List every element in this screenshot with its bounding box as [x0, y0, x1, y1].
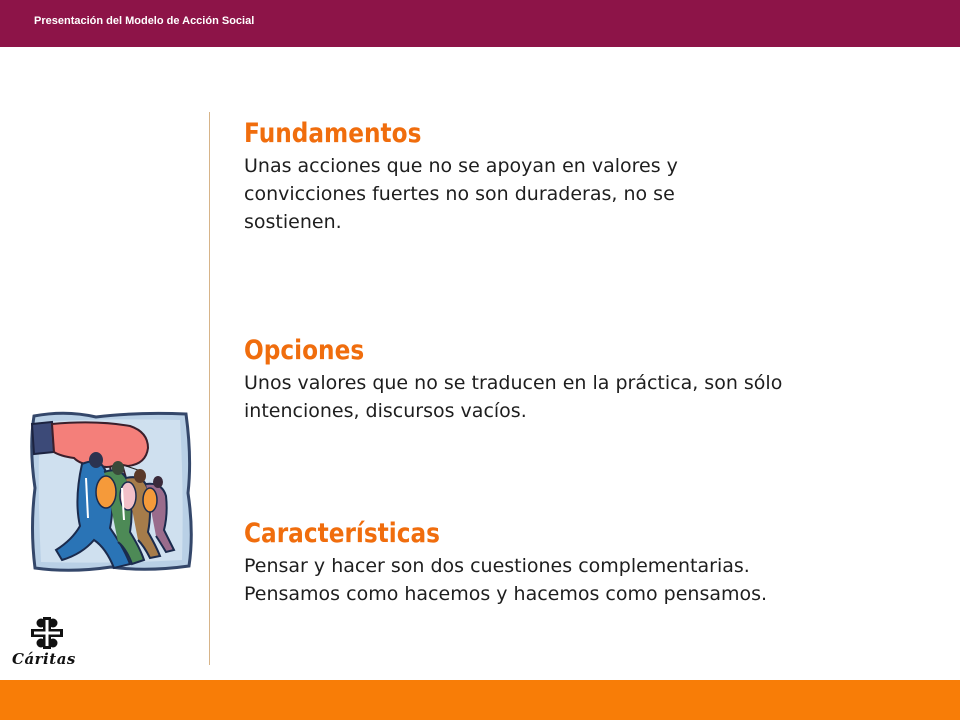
- section-body-caracteristicas: Pensar y hacer son dos cuestiones complementarias. Pensamos como hacemos y hacemos como pensamos.: [244, 555, 768, 605]
- section-body-fundamentos: Unas acciones que no se apoyan en valores y convicciones fuertes no son duraderas, no se sostienen.: [244, 155, 678, 233]
- section-opciones: [244, 335, 814, 425]
- hand-holding-people-illustration: [26, 408, 196, 573]
- section-title-opciones: Opciones: [244, 335, 365, 366]
- section-title-caracteristicas: Características: [244, 518, 440, 549]
- presentation-title: Presentación del Modelo de Acción Social: [34, 15, 255, 27]
- caritas-cross-icon: [30, 617, 64, 649]
- footer-bar: [0, 680, 960, 720]
- caritas-logo-text: Cáritas: [12, 650, 76, 668]
- header-bar: [0, 0, 960, 47]
- section-fundamentos: [244, 118, 744, 236]
- section-caracteristicas: [244, 518, 844, 608]
- section-body-opciones: Unos valores que no se traducen en la práctica, son sólo intenciones, discursos vacíos.: [244, 372, 783, 422]
- section-title-fundamentos: Fundamentos: [244, 118, 422, 149]
- caritas-logo: [10, 617, 90, 669]
- vertical-divider: [209, 112, 210, 665]
